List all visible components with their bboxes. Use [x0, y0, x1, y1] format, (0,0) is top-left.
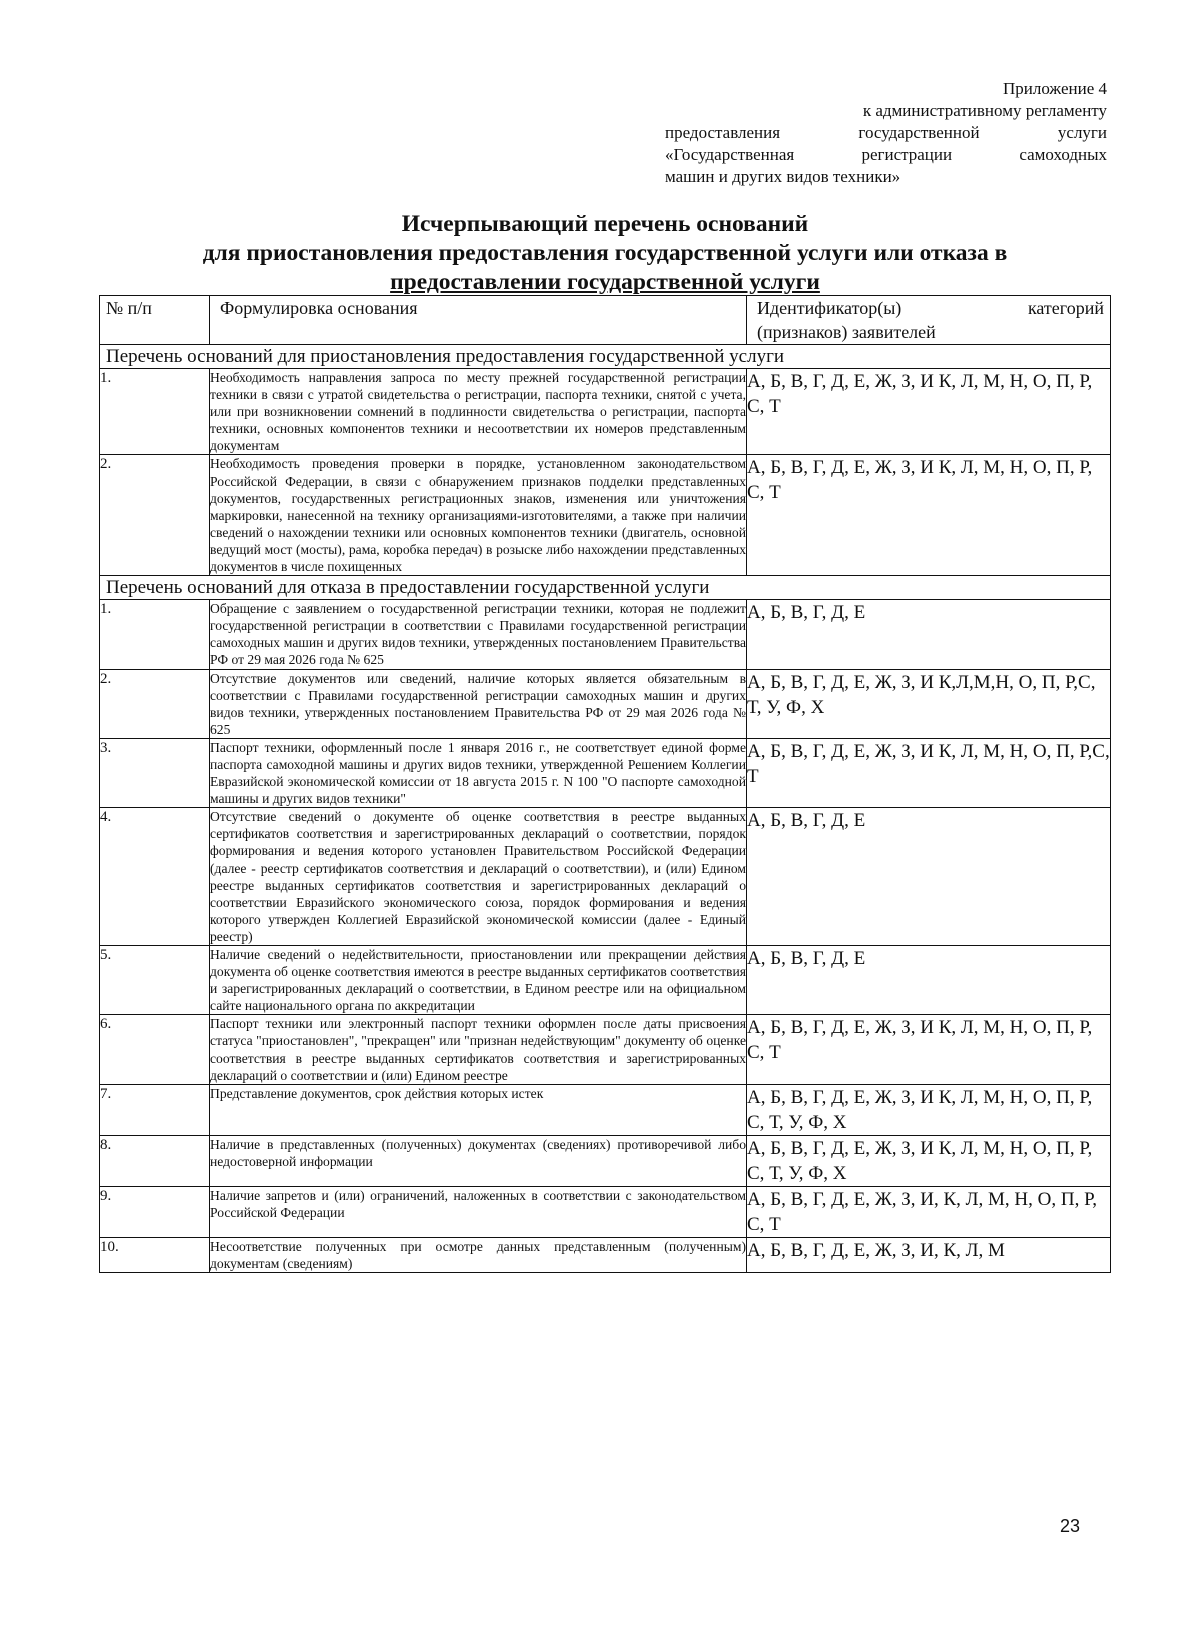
title-line: предоставлении государственной услуги: [390, 269, 820, 295]
row-categories: А, Б, В, Г, Д, Е, Ж, З, И, К, Л, М, Н, О, П, Р, С, Т: [747, 1186, 1111, 1237]
appendix-line: к административному регламенту: [862, 101, 1107, 120]
row-wording: Паспорт техники, оформленный после 1 января 2016 г., не соответствует единой форме паспорта самоходной машины и других видов техники, утвержденной Решением Коллегии Евразийской экономической комиссии от 18 августа 2015 г. N 100 "О паспорте самоходной машины и других видов техники": [210, 739, 746, 807]
row-categories: А, Б, В, Г, Д, Е: [747, 946, 1111, 1015]
row-wording: Представление документов, срок действия которых истек: [210, 1084, 747, 1135]
appendix-header: [665, 78, 1107, 188]
row-wording: Наличие сведений о недействительности, приостановлении или прекращении действия документа об оценке соответствия имеются в реестре выданных сертификатов соответствия и зарегистрированных деклараций о соответствии, в Едином реестре или на официальном сайте национального органа по аккредитации: [210, 947, 746, 1014]
row-wording: Несоответствие полученных при осмотре данных представленным (полученным) документам (сведениям): [210, 1238, 746, 1271]
row-categories: А, Б, В, Г, Д, Е, Ж, З, И К, Л, М, Н, О, П, Р, С, Т: [747, 1015, 1111, 1084]
column-header-categories-a2: категорий: [1027, 298, 1104, 318]
page-number: 23: [1060, 1516, 1081, 1536]
table-row: [100, 600, 1111, 669]
row-number: 7.: [100, 1084, 210, 1135]
row-wording: Паспорт техники или электронный паспорт техники оформлен после даты присвоения статуса "приостановлен", "прекращен" или "признан недействующим" документу об оценке соответствия в реестре выданных сертификатов соответствия и зарегистрированных деклараций о соответствии и (или) Едином реестре: [210, 1016, 746, 1083]
row-wording: Обращение с заявлением о государственной регистрации техники, которая не подлежит государственной регистрации в соответствии с Правилами государственной регистрации самоходных машин и других видов техники, утвержденных постановлением Правительства РФ от 29 мая 2026 года № 625: [210, 601, 746, 668]
column-header-categories-a1: Идентификатор(ы): [757, 298, 902, 318]
table-row: [100, 808, 1111, 946]
table-row: [100, 669, 1111, 738]
table-header-row: [100, 296, 1111, 345]
table-row: [100, 1237, 1111, 1272]
section-heading-suspension: Перечень оснований для приостановления предоставления государственной услуги: [100, 345, 1111, 369]
row-number: 1.: [100, 600, 210, 669]
column-header-number: № п/п: [100, 296, 210, 345]
row-number: 10.: [100, 1237, 210, 1272]
row-categories: А, Б, В, Г, Д, Е, Ж, З, И К, Л, М, Н, О, П, Р,С, Т: [747, 738, 1111, 807]
appendix-number: Приложение 4: [1003, 79, 1107, 98]
grounds-table: [99, 295, 1111, 1273]
table-row: [100, 946, 1111, 1015]
title-line: для приостановления предоставления государственной услуги или отказа в: [202, 240, 1008, 266]
row-wording: Отсутствие документов или сведений, наличие которых является обязательным в соответствии с Правилами государственной регистрации самоходных машин и других видов техники, утвержденных постановлением Правительства РФ от 29 мая 2026 года № 625: [210, 670, 746, 737]
appendix-line: машин и других видов техники»: [665, 167, 901, 186]
row-categories: А, Б, В, Г, Д, Е, Ж, З, И К, Л, М, Н, О, П, Р, С, Т: [747, 369, 1111, 455]
row-wording: Необходимость проведения проверки в порядке, установленном законодательством Российской Федерации, в связи с обнаружением признаков подделки представленных документов, государственных регистрационных знаков, изменения или уничтожения маркировки, нанесенной на технику организациями-изготовителями, а также при наличии сведений о нахождении техники или основных компонентов техники (двигатель, основной ведущий мост (мосты), рама, коробка передач) в розыске либо нахождении представленных документов в числе похищенных: [210, 456, 746, 575]
table-row: [100, 1186, 1111, 1237]
row-categories: А, Б, В, Г, Д, Е, Ж, З, И К, Л, М, Н, О, П, Р, С, Т, У, Ф, Х: [747, 1135, 1111, 1186]
document-title: [90, 210, 1120, 297]
row-categories: А, Б, В, Г, Д, Е, Ж, З, И К, Л, М, Н, О, П, Р, С, Т, У, Ф, Х: [747, 1084, 1111, 1135]
row-number: 5.: [100, 946, 210, 1015]
row-number: 9.: [100, 1186, 210, 1237]
section-heading-row: [100, 345, 1111, 369]
row-wording: Необходимость направления запроса по месту прежней государственной регистрации техники в связи с утратой свидетельства о регистрации, паспорта техники, снятой с учета, или при возникновении сомнений в подлинности свидетельства о регистрации, паспорта техники, основных компонентов техники и несоответствии их номеров представленным документам: [210, 370, 746, 454]
row-wording: Наличие в представленных (полученных) документах (сведениях) противоречивой либо недостоверной информации: [210, 1135, 747, 1186]
row-categories: А, Б, В, Г, Д, Е, Ж, З, И, К, Л, М: [747, 1237, 1111, 1272]
row-number: 8.: [100, 1135, 210, 1186]
row-categories: А, Б, В, Г, Д, Е, Ж, З, И К,Л,М,Н, О, П, Р,С, Т, У, Ф, Х: [747, 669, 1111, 738]
column-header-wording: Формулировка основания: [210, 296, 747, 345]
column-header-categories-b: (признаков) заявителей: [757, 322, 936, 342]
appendix-line: предоставления государственной услуги: [665, 123, 1107, 142]
table-row: [100, 1084, 1111, 1135]
row-number: 1.: [100, 369, 210, 455]
row-number: 2.: [100, 455, 210, 576]
column-header-categories: [747, 296, 1111, 345]
row-categories: А, Б, В, Г, Д, Е: [747, 600, 1111, 669]
table-row: [100, 455, 1111, 576]
row-number: 2.: [100, 669, 210, 738]
section-heading-refusal: Перечень оснований для отказа в предоставлении государственной услуги: [100, 576, 1111, 600]
row-wording: Наличие запретов и (или) ограничений, наложенных в соответствии с законодательством Российской Федерации: [210, 1186, 747, 1237]
row-categories: А, Б, В, Г, Д, Е, Ж, З, И К, Л, М, Н, О, П, Р, С, Т: [747, 455, 1111, 576]
row-wording: Отсутствие сведений о документе об оценке соответствия в реестре выданных сертификатов соответствия и зарегистрированных деклараций о соответствии, порядок формирования и ведения которого установлен Правительством Российской Федерации (далее - реестр сертификатов соответствия и деклараций о соответствии), и (или) Едином реестре выданных сертификатов соответствия и зарегистрированных деклараций о соответствии Евразийского экономического союза, порядок формирования и ведения которого утвержден Коллегией Евразийской экономической комиссии (далее - Единый реестр): [210, 809, 746, 944]
row-number: 3.: [100, 738, 210, 807]
section-heading-row: [100, 576, 1111, 600]
table-row: [100, 369, 1111, 455]
row-number: 4.: [100, 808, 210, 946]
table-row: [100, 1015, 1111, 1084]
appendix-line: «Государственная регистрации самоходных: [665, 145, 1107, 164]
table-row: [100, 738, 1111, 807]
table-row: [100, 1135, 1111, 1186]
row-categories: А, Б, В, Г, Д, Е: [747, 808, 1111, 946]
row-number: 6.: [100, 1015, 210, 1084]
title-line: Исчерпывающий перечень оснований: [401, 211, 809, 237]
